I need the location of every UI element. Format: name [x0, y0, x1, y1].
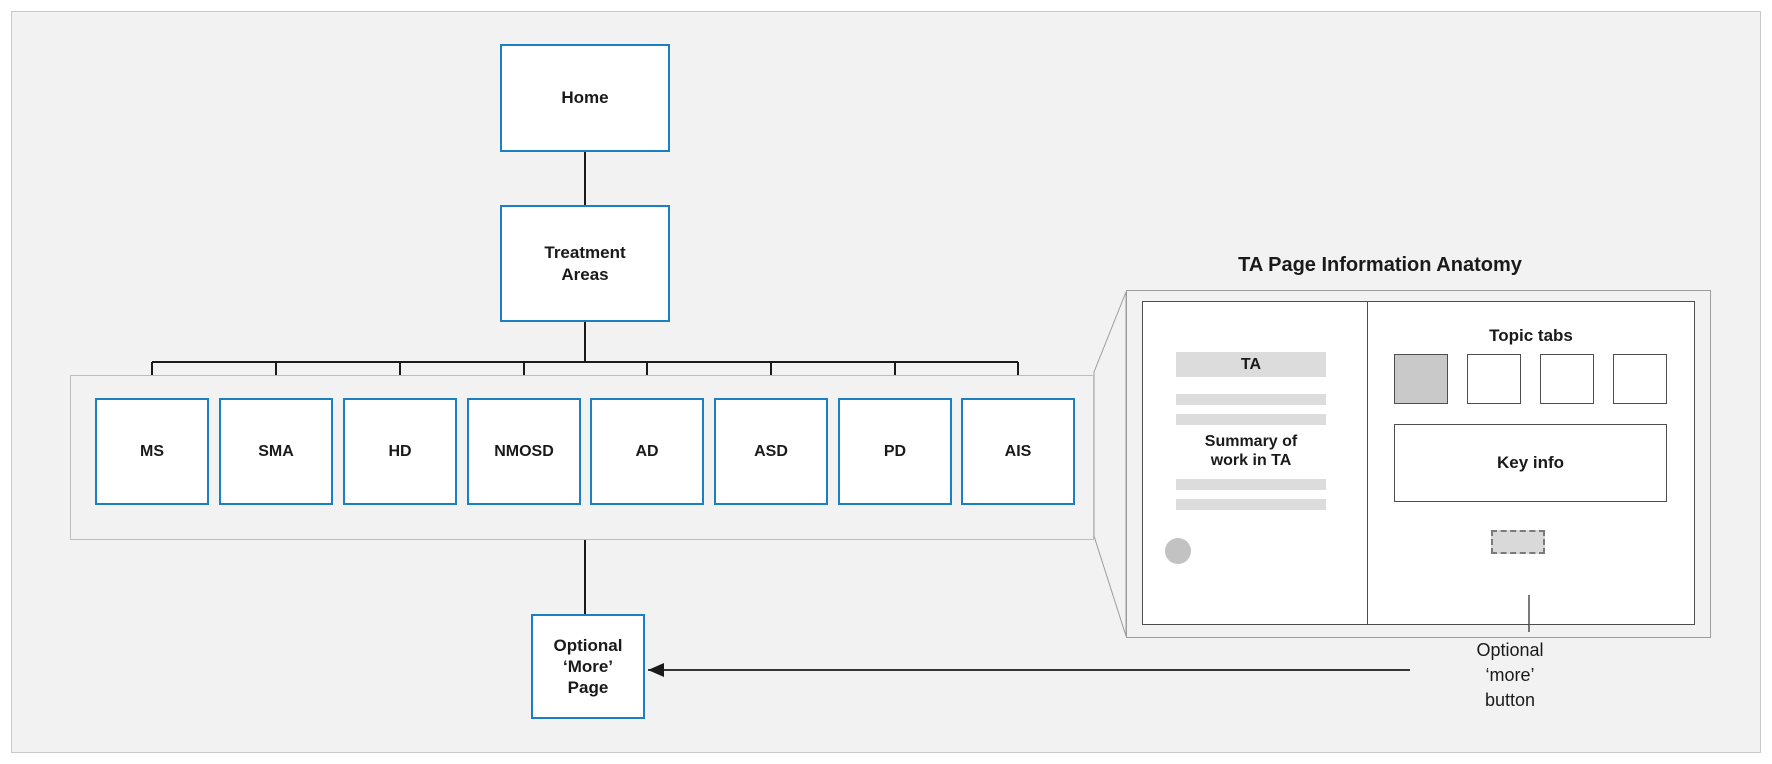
- more-button-callout-line2: ‘more’: [1485, 665, 1535, 686]
- node-optional-more-page-line2: ‘More’: [562, 656, 614, 676]
- more-button-callout: [1430, 638, 1590, 714]
- node-ta-asd-label: ASD: [754, 442, 788, 460]
- anatomy-title: TA Page Information Anatomy: [1238, 254, 1522, 276]
- anatomy-topic-tab-3[interactable]: [1540, 354, 1594, 404]
- anatomy-key-info-label: Key info: [1496, 453, 1565, 472]
- node-ta-nmosd-label: NMOSD: [494, 442, 554, 460]
- placeholder-bar: [1176, 414, 1326, 425]
- node-ta-nmosd[interactable]: [467, 398, 581, 505]
- anatomy-topic-tabs-label: Topic tabs: [1489, 326, 1573, 345]
- anatomy-summary-line1: Summary of: [1204, 433, 1298, 450]
- node-ta-hd-label: HD: [388, 442, 412, 460]
- node-treatment-areas[interactable]: [500, 205, 670, 322]
- node-ta-hd[interactable]: [343, 398, 457, 505]
- anatomy-key-info-block: [1394, 424, 1667, 502]
- more-button-callout-line3: button: [1484, 690, 1536, 711]
- anatomy-left-column: [1143, 302, 1368, 624]
- more-button-callout-line1: Optional: [1476, 640, 1544, 660]
- placeholder-bar: [1176, 499, 1326, 510]
- anatomy-more-button[interactable]: [1491, 530, 1545, 554]
- node-home-label: Home: [561, 88, 609, 108]
- node-optional-more-page-line3: Page: [567, 678, 609, 698]
- anatomy-right-column: [1368, 302, 1694, 624]
- node-ta-pd[interactable]: [838, 398, 952, 505]
- node-ta-sma[interactable]: [219, 398, 333, 505]
- node-ta-asd[interactable]: [714, 398, 828, 505]
- node-ta-ais[interactable]: [961, 398, 1075, 505]
- node-optional-more-page[interactable]: [531, 614, 645, 719]
- anatomy-topic-tab-4[interactable]: [1613, 354, 1667, 404]
- node-ta-ais-label: AIS: [1004, 442, 1032, 460]
- node-ta-ad[interactable]: [590, 398, 704, 505]
- node-treatment-areas-label-line2: Areas: [561, 264, 609, 284]
- anatomy-ta-label: TA: [1176, 352, 1326, 377]
- node-home[interactable]: [500, 44, 670, 152]
- node-ta-pd-label: PD: [883, 442, 907, 460]
- node-ta-ad-label: AD: [635, 442, 659, 460]
- anatomy-summary-line2: work in TA: [1210, 452, 1292, 470]
- anatomy-topic-tab-1[interactable]: [1394, 354, 1448, 404]
- node-ta-ms-label: MS: [140, 442, 164, 460]
- node-ta-ms[interactable]: [95, 398, 209, 505]
- node-treatment-areas-label-line1: Treatment: [544, 243, 626, 263]
- anatomy-topic-tab-2[interactable]: [1467, 354, 1521, 404]
- avatar-circle-icon: [1165, 538, 1191, 564]
- anatomy-summary-label: [1176, 432, 1326, 470]
- node-ta-sma-label: SMA: [258, 442, 294, 460]
- node-optional-more-page-line1: Optional: [553, 635, 623, 655]
- placeholder-bar: [1176, 479, 1326, 490]
- anatomy-page-mock: [1142, 301, 1695, 625]
- placeholder-bar: [1176, 394, 1326, 405]
